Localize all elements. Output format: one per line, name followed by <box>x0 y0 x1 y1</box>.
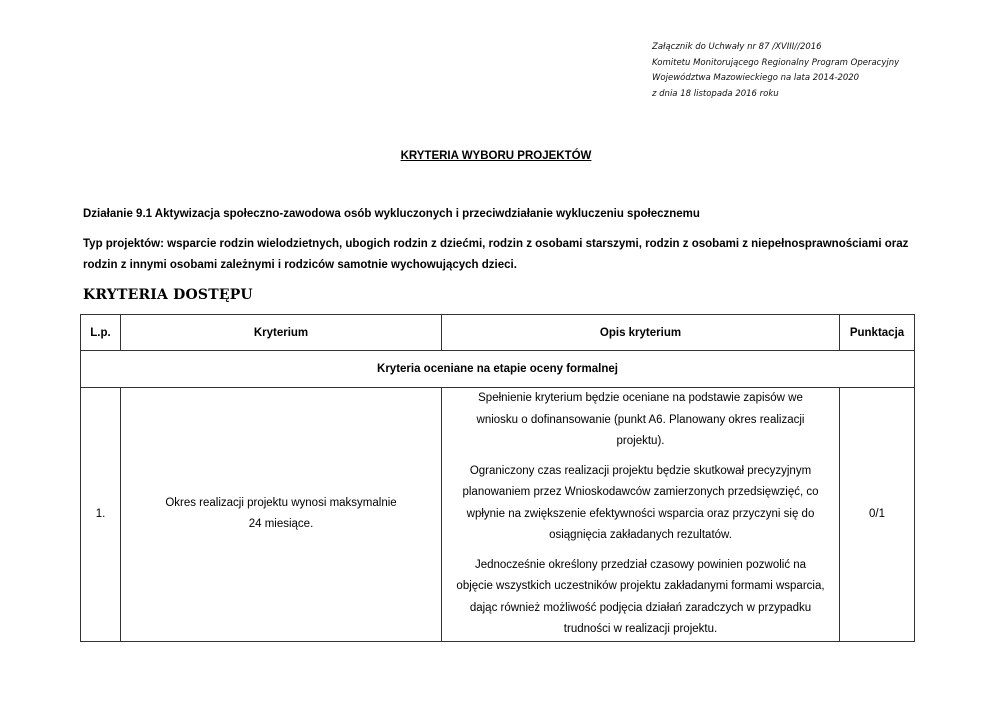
annex-line: Województwa Mazowieckiego na lata 2014-2020 <box>652 73 860 83</box>
project-types: Typ projektów: wsparcie rodzin wielodzietnych, ubogich rodzin z dziećmi, rodzin z osobami starszymi, rodzin z osobami z niepełnosprawnościami oraz rodzin z innymi osobami zależnymi i rodziców samotnie wychowujących dzieci. <box>83 238 909 271</box>
annex-line: z dnia 18 listopada 2016 roku <box>652 88 779 99</box>
description-paragraph: Ograniczony czas realizacji projektu będzie skutkował precyzyjnym planowaniem przez Wnioskodawców zamierzonych przedsięwzięć, co wpłynie na zwiększenie efektywności wsparcia oraz przyczyni się do osiągnięcia zakładanych rezultatów. <box>462 464 819 541</box>
header-lp: L.p. <box>81 315 121 351</box>
cell-lp: 1. <box>81 388 121 642</box>
annex-line: Załącznik do Uchwały nr 87 /XVIII//2016 <box>652 42 822 52</box>
document-title: KRYTERIA WYBORU PROJEKTÓW <box>400 150 592 162</box>
annex-note <box>652 40 899 102</box>
criteria-table <box>80 314 915 642</box>
header-points: Punktacja <box>840 315 915 351</box>
cell-description <box>442 388 840 642</box>
cell-points: 0/1 <box>840 388 915 642</box>
description-paragraph: Jednocześnie określony przedział czasowy powinien pozwolić na objęcie wszystkich uczestników projektu zakładanymi formami wsparcia, dając również możliwość podjęcia działań zaradczych w przypadku trudności w realizacji projektu. <box>456 558 825 635</box>
table-subheader-row <box>81 351 915 388</box>
header-description: Opis kryterium <box>442 315 840 351</box>
annex-line: Komitetu Monitorującego Regionalny Program Operacyjny <box>652 57 900 68</box>
description-paragraph: Spełnienie kryterium będzie oceniane na podstawie zapisów we wniosku o dofinansowanie (punkt A6. Planowany okres realizacji projektu). <box>476 392 805 447</box>
header-criterion: Kryterium <box>121 315 442 351</box>
table-header-row <box>81 315 915 351</box>
table-row <box>81 388 915 642</box>
cell-criterion <box>121 388 442 642</box>
action-heading: Działanie 9.1 Aktywizacja społeczno-zawodowa osób wykluczonych i przeciwdziałanie wykluczeniu społecznemu <box>83 208 700 220</box>
criterion-text: Okres realizacji projektu wynosi maksymalnie 24 miesiące. <box>165 497 397 531</box>
subheader-cell: Kryteria oceniane na etapie oceny formalnej <box>81 351 915 388</box>
section-heading: KRYTERIA DOSTĘPU <box>83 287 253 303</box>
